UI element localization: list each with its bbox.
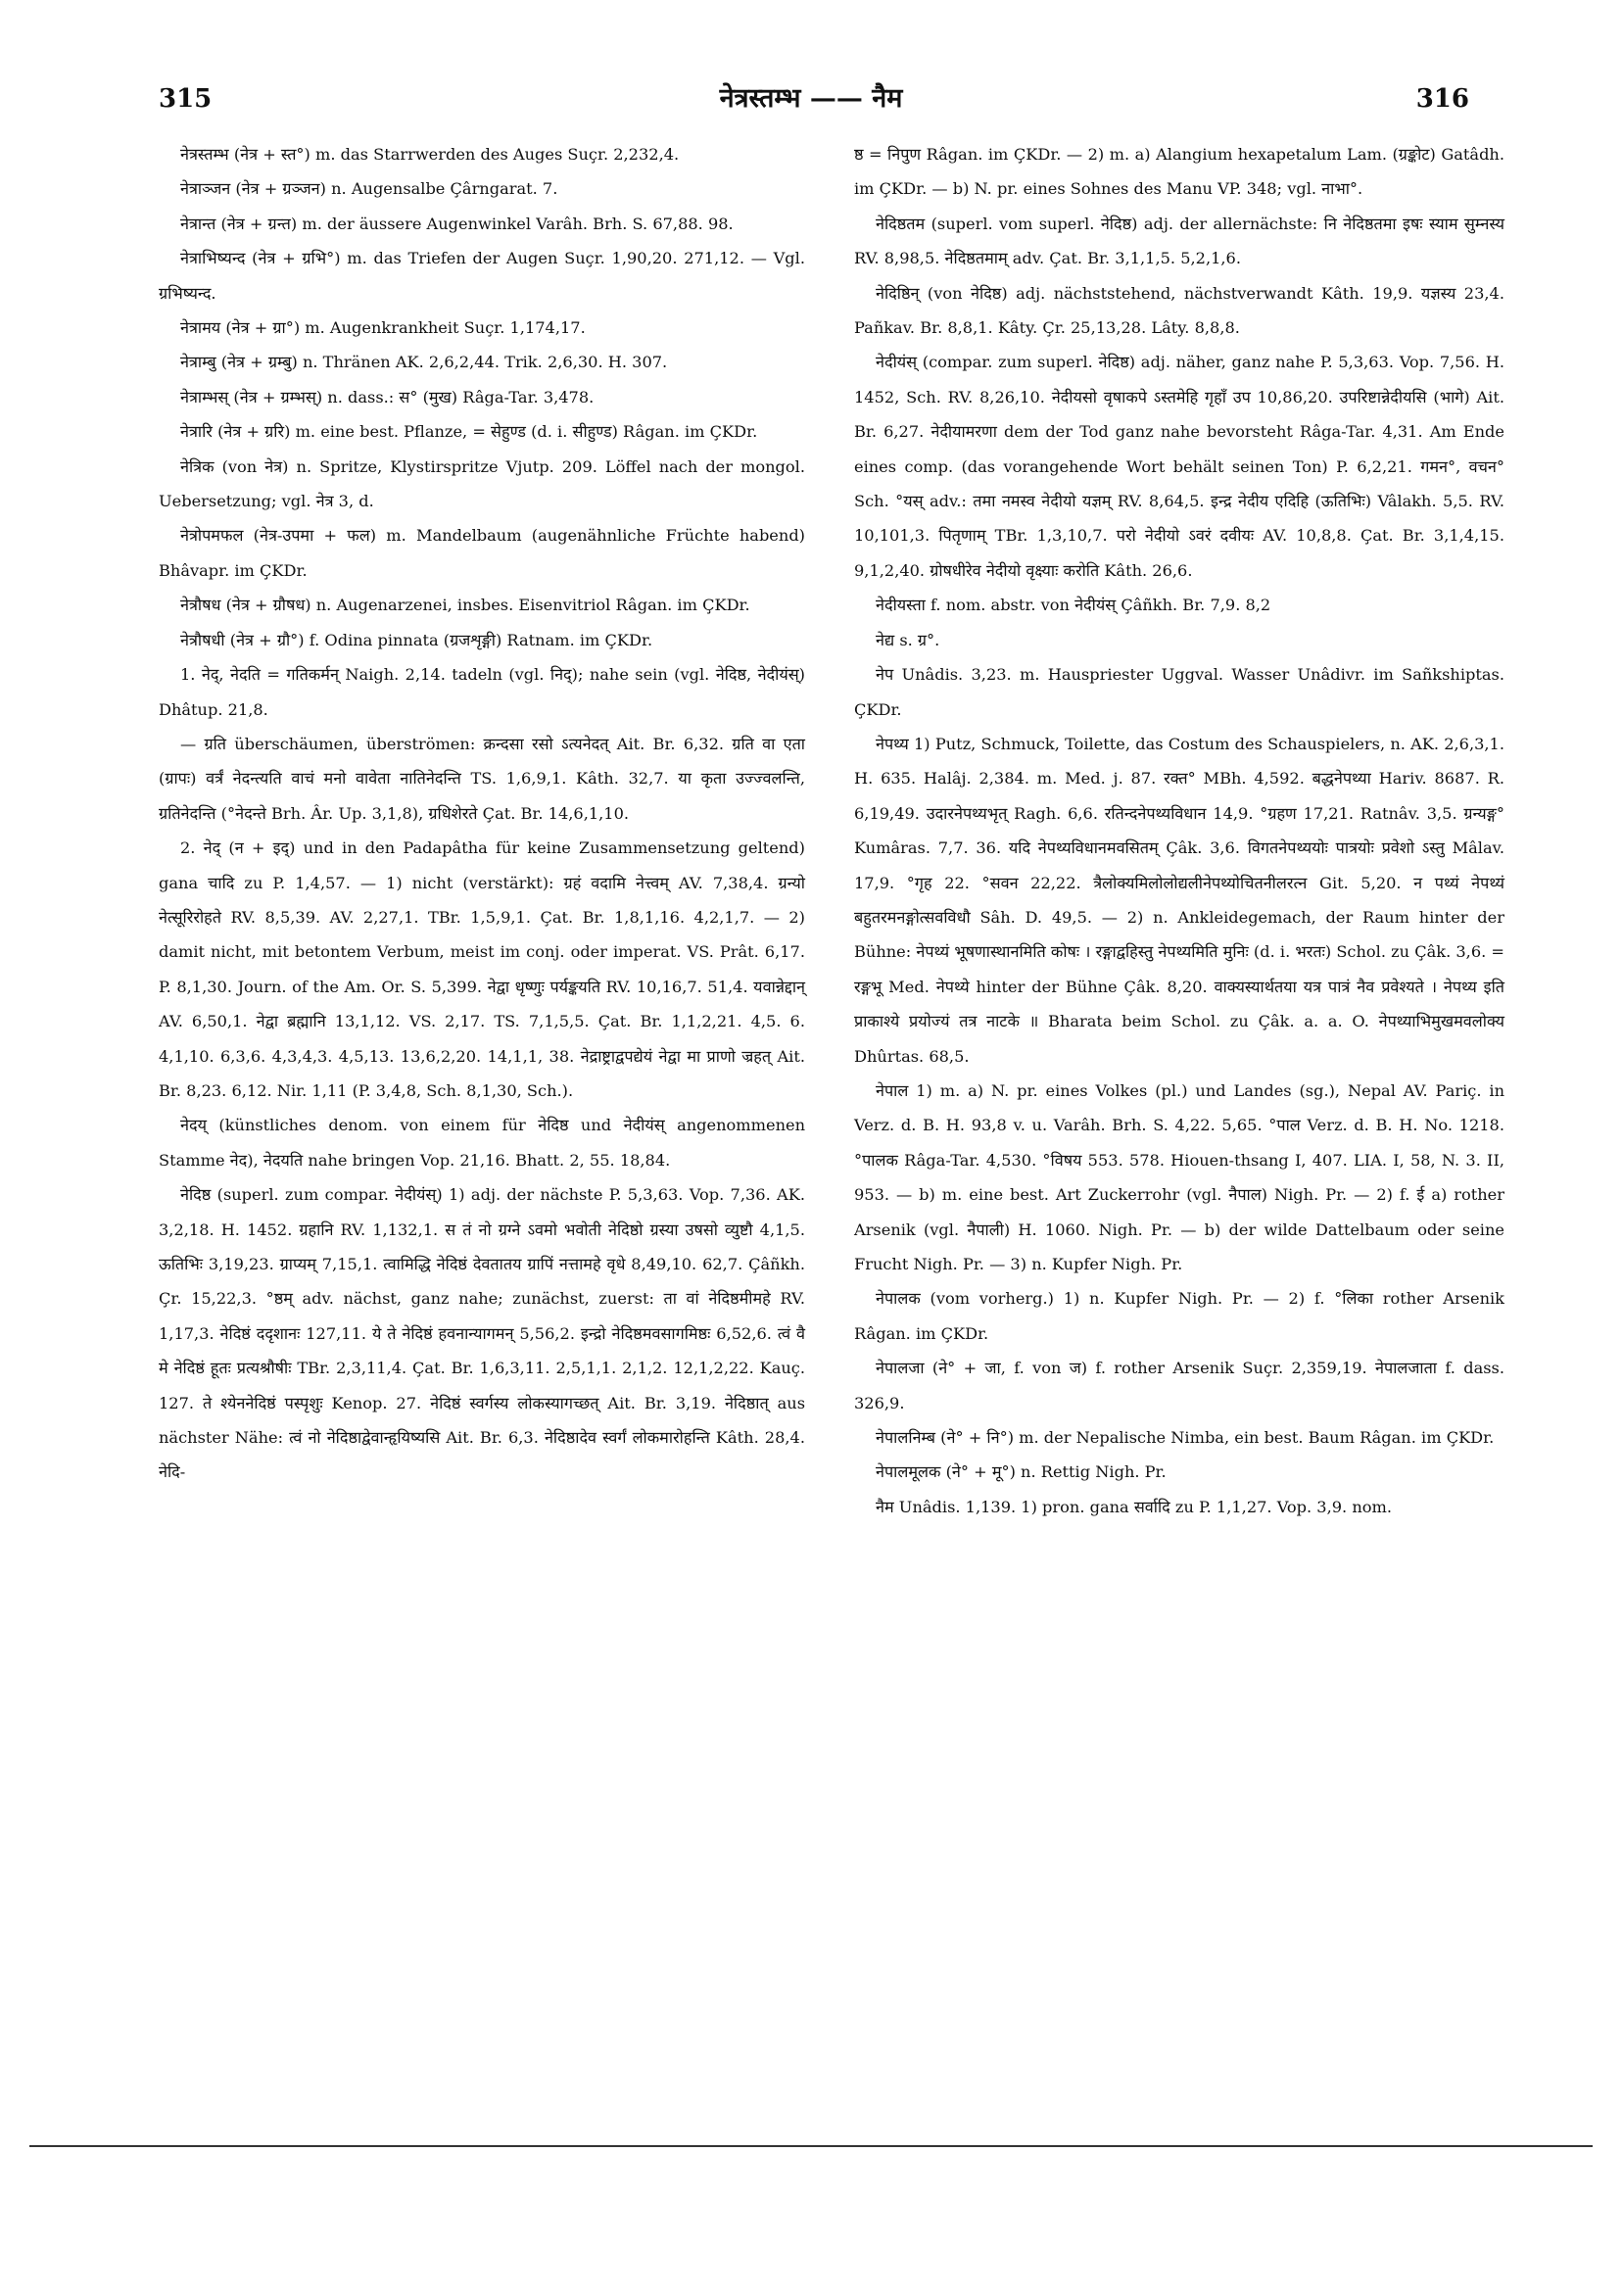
entry: नेदिष्ठतम (superl. vom superl. नेदिष्ठ) adj. der allernächste: नि नेदिष्ठतमा इषः स्याम सुम्नस्य RV. 8,98,5. नेदिष्ठतमाम् adv. Çat. Br. 3,1,1,5. 5,2,1,6. xyxy=(854,214,1504,268)
entry: नेपालनिम्ब (ने° + नि°) m. der Nepalische Nimba, ein best. Baum Râgan. im ÇKDr. xyxy=(876,1428,1495,1448)
entry: नेत्रारि (नेत्र + ग्ररि) m. eine best. Pflanze, = सेहुण्ड (d. i. सीहुण्ड) Râgan. im ÇKDr. xyxy=(180,422,758,442)
entry: नेत्राभिष्यन्द (नेत्र + ग्रभि°) m. das Triefen der Augen Suçr. 1,90,20. 271,12. — Vgl. ग्रभिष्यन्द. xyxy=(159,249,805,303)
entry: नेप Unâdis. 3,23. m. Hauspriester Uggval. Wasser Unâdivr. im Sañkshiptas. ÇKDr. xyxy=(854,665,1504,719)
entry: नेपथ्य 1) Putz, Schmuck, Toilette, das Costum des Schauspielers, n. AK. 2,6,3,1. H. 635. Halâj. 2,384. m. Med. j. 87. रक्त° MBh. 4,592. बद्धनेपथ्या Hariv. 8687. R. 6,19,49. उदारनेपथ्यभृत् Ragh. 6,6. रतिन्दनेपथ्यविधान 14,9. °ग्रहण 17,21. Ratnâv. 3,5. ग्रन्यङ्ग° Kumâras. 7,7. 36. यदि नेपथ्यविधानमवसितम् Çâk. 3,6. विगतनेपथ्ययोः पात्रयोः प्रवेशो ऽस्तु Mâlav. 17,9. °गृह 22. °सवन 22,22. त्रैलोक्यमिलोलोद्यलीनेपथ्योचितनीलरत्न Git. 5,20. न पथ्यं नेपथ्यं बहुतरमनङ्गोत्सवविधौ Sâh. D. 49,5. — 2) n. Ankleidegemach, der Raum hinter der Bühne: नेपथ्यं भूषणास्थानमिति कोषः । रङ्गाद्वहिस्तु नेपथ्यमिति मुनिः (d. i. भरतः) Schol. zu Çâk. 3,6. = रङ्गभू Med. नेपथ्ये hinter der Bühne Çâk. 8,20. वाक्यस्यार्थतया यत्र पात्रं नैव प्रवेश्यते । नेपथ्य इति प्राकाश्ये प्रयोज्यं तत्र नाटके ॥ Bharata beim Schol. zu Çâk. a. a. O. नेपथ्याभिमुखमवलोक्य Dhûrtas. 68,5. xyxy=(854,734,1504,1066)
bottom-rule xyxy=(29,2145,1593,2147)
entry: नेत्रान्त (नेत्र + ग्रन्त) m. der äussere Augenwinkel Varâh. Brh. S. 67,88. 98. xyxy=(180,214,734,233)
entry: नेपालजा (ने° + जा, f. von ज) f. rother Arsenik Suçr. 2,359,19. नेपालजाता f. dass. 326,9. xyxy=(854,1359,1504,1412)
left-column xyxy=(159,137,805,1490)
entry: नैम Unâdis. 1,139. 1) pron. gana सर्वादि zu P. 1,1,27. Vop. 3,9. nom. xyxy=(876,1497,1393,1516)
entry-continuation: ष्ठ = निपुण Râgan. im ÇKDr. — 2) m. a) Alangium hexapetalum Lam. (ग्रङ्कोट) Gatâdh. im ÇKDr. — b) N. pr. eines Sohnes des Manu VP. 348; vgl. नाभा°. xyxy=(854,145,1504,199)
entry: — ग्रति überschäumen, überströmen: क्रन्दसा रसो ऽत्यनेदत् Ait. Br. 6,32. ग्रति वा एता (ग्रापः) वर्त्रं नेदन्त्यति वाचं मनो वावेता नातिनेदन्ति TS. 1,6,9,1. Kâth. 32,7. या कृता उज्ज्वलन्ति, ग्रतिनेदन्ति (°नेदन्ते Brh. Âr. Up. 3,1,8), ग्रधिशेरते Çat. Br. 14,6,1,10. xyxy=(159,734,805,823)
page-header xyxy=(0,78,1622,127)
entry: 1. नेद्, नेदति = गतिकर्मन् Naigh. 2,14. tadeln (vgl. निद्); nahe sein (vgl. नेदिष्ठ, नेदीयंस्) Dhâtup. 21,8. xyxy=(159,665,805,719)
entry: नेत्रामय (नेत्र + ग्रा°) m. Augenkrankheit Suçr. 1,174,17. xyxy=(180,318,586,338)
page-number-right: 316 xyxy=(1415,84,1469,114)
entry: नेत्रौषधी (नेत्र + ग्रौ°) f. Odina pinnata (ग्रजशृङ्गी) Ratnam. im ÇKDr. xyxy=(180,630,653,649)
entry: नेदय् (künstliches denom. von einem für नेदिष्ठ und नेदीयंस् angenommenen Stamme नेद), नेदयति nahe bringen Vop. 21,16. Bhatt. 2, 55. 18,84. xyxy=(159,1116,805,1170)
entry: नेत्रोपमफल (नेत्र-उपमा + फल) m. Mandelbaum (augenähnliche Früchte habend) Bhâvapr. im ÇKDr. xyxy=(159,526,805,580)
entry: 2. नेद् (न + इद्) und in den Padapâtha für keine Zusammensetzung geltend) gana चादि zu P. 1,4,57. — 1) nicht (verstärkt): ग्रहं वदामि नेत्त्वम् AV. 7,38,4. ग्रन्यो नेत्सूरिरोहते RV. 8,5,39. AV. 2,27,1. TBr. 1,5,9,1. Çat. Br. 1,8,1,16. 4,2,1,7. — 2) damit nicht, mit betontem Verbum, meist im conj. oder imperat. VS. Prât. 6,17. P. 8,1,30. Journ. of the Am. Or. S. 5,399. नेद्वा धृष्णुः पर्यङ्कयति RV. 10,16,7. 51,4. यवान्नेद्दान् AV. 6,50,1. नेद्वा ब्रह्मानि 13,1,12. VS. 2,17. TS. 7,1,5,5. Çat. Br. 1,1,2,21. 4,5. 6. 4,1,10. 6,3,6. 4,3,4,3. 4,5,13. 13,6,2,20. 14,1,1, 38. नेद्राष्ट्राद्वपद्येयं नेद्वा मा प्राणो ज्रहत् Ait. Br. 8,23. 6,12. Nir. 1,11 (P. 3,4,8, Sch. 8,1,30, Sch.). xyxy=(159,838,805,1100)
entry: नेद्य s. ग्र°. xyxy=(876,630,940,649)
right-column xyxy=(854,137,1504,1524)
entry: नेत्रौषध (नेत्र + ग्रौषध) n. Augenarzenei, insbes. Eisenvitriol Râgan. im ÇKDr. xyxy=(180,596,750,615)
entry: नेत्राञ्जन (नेत्र + ग्रञ्जन) n. Augensalbe Çârngarat. 7. xyxy=(180,179,558,199)
entry: नेदिष्ठिन् (von नेदिष्ठ) adj. nächststehend, nächstverwandt Kâth. 19,9. यज्ञस्य 23,4. Pañkav. Br. 8,8,1. Kâty. Çr. 25,13,28. Lâty. 8,8,8. xyxy=(854,283,1504,338)
entry: नेत्राम्भस् (नेत्र + ग्रम्भस्) n. dass.: स° (मुख) Râga-Tar. 3,478. xyxy=(180,387,595,407)
entry: नेदीयंस् (compar. zum superl. नेदिष्ठ) adj. näher, ganz nahe P. 5,3,63. Vop. 7,56. H. 1452, Sch. RV. 8,26,10. नेदीयसो वृषाकपे ऽस्तमेहि गृहाँ उप 10,86,20. उपरिष्टान्नेदीयसि (भागे) Ait. Br. 6,27. नेदीयामरणा dem der Tod ganz nahe bevorsteht Râga-Tar. 4,31. Am Ende eines comp. (das vorangehende Wort behält seinen Ton) P. 6,2,21. गमन°, वचन° Sch. °यस् adv.: तमा नमस्व नेदीयो यज्ञम् RV. 8,64,5. इन्द्र नेदीय एदिहि (ऊतिभिः) Vâlakh. 5,5. RV. 10,101,3. पितृणाम् TBr. 1,3,10,7. परो नेदीयो ऽवरं दवीयः AV. 10,8,8. Çat. Br. 3,1,4,15. 9,1,2,40. ग्रोषधीरेव नेदीयो वृक्ष्याः करोति Kâth. 26,6. xyxy=(854,353,1504,580)
entry: नेत्रस्तम्भ (नेत्र + स्त°) m. das Starrwerden des Auges Suçr. 2,232,4. xyxy=(180,145,680,164)
entry: नेदीयस्ता f. nom. abstr. von नेदीयंस् Çâñkh. Br. 7,9. 8,2 xyxy=(876,596,1271,615)
running-title: नेत्रस्तम्भ —— नैम xyxy=(719,83,903,114)
entry: नेपाल 1) m. a) N. pr. eines Volkes (pl.) und Landes (sg.), Nepal AV. Pariç. in Verz. d. B. H. 93,8 v. u. Varâh. Brh. S. 4,22. 5,65. °पाल Verz. d. B. H. No. 1218. °पालक Râga-Tar. 4,530. °विषय 553. 578. Hiouen-thsang I, 407. LIA. I, 58, N. 3. II, 953. — b) m. eine best. Art Zuckerrohr (vgl. नैपाल) Nigh. Pr. — 2) f. ई a) rother Arsenik (vgl. नैपाली) H. 1060. Nigh. Pr. — b) der wilde Dattelbaum oder seine Frucht Nigh. Pr. — 3) n. Kupfer Nigh. Pr. xyxy=(854,1080,1504,1273)
entry: नेदिष्ठ (superl. zum compar. नेदीयंस्) 1) adj. der nächste P. 5,3,63. Vop. 7,36. AK. 3,2,18. H. 1452. ग्रहानि RV. 1,132,1. स तं नो ग्रग्ने ऽवमो भवोती नेदिष्ठो ग्रस्या उषसो व्युष्टौ 4,1,5. ऊतिभिः 3,19,23. ग्राप्यम् 7,15,1. त्वामिद्धि नेदिष्ठं देवतातय ग्रापिं नत्तामहे वृधे 8,49,10. 62,7. Çâñkh. Çr. 15,22,3. °ष्ठम् adv. nächst, ganz nahe; zunächst, zuerst: ता वां नेदिष्ठमीमहे RV. 1,17,3. नेदिष्ठं ददृशानः 127,11. ये ते नेदिष्ठं हवनान्यागमन् 5,56,2. इन्द्रो नेदिष्ठमवसागमिष्ठः 6,52,6. त्वं वै मे नेदिष्ठं हूतः प्रत्यश्रौषीः TBr. 2,3,11,4. Çat. Br. 1,6,3,11. 2,5,1,1. 2,1,2. 12,1,2,22. Kauç. 127. ते श्येननेदिष्ठं पस्पृशुः Kenop. 27. नेदिष्ठं स्वर्गस्य लोकस्यागच्छत् Ait. Br. 3,19. नेदिष्ठात् aus nächster Nähe: त्वं नो नेदिष्ठाद्वेवान्हृयिष्यसि Ait. Br. 6,3. नेदिष्ठादेव स्वर्गं लोकमारोहन्ति Kâth. 28,4. नेदि- xyxy=(159,1185,805,1482)
entry: नेत्रिक (von नेत्र) n. Spritze, Klystirspritze Vjutp. 209. Löffel nach der mongol. Uebersetzung; vgl. नेत्र 3, d. xyxy=(159,456,805,511)
page-number-left: 315 xyxy=(159,84,213,114)
entry: नेत्राम्बु (नेत्र + ग्रम्बु) n. Thränen AK. 2,6,2,44. Trik. 2,6,30. H. 307. xyxy=(180,353,668,372)
entry: नेपालमूलक (ने° + मू°) n. Rettig Nigh. Pr. xyxy=(876,1462,1167,1482)
entry: नेपालक (vom vorherg.) 1) n. Kupfer Nigh. Pr. — 2) f. °लिका rother Arsenik Râgan. im ÇKDr. xyxy=(854,1289,1504,1343)
